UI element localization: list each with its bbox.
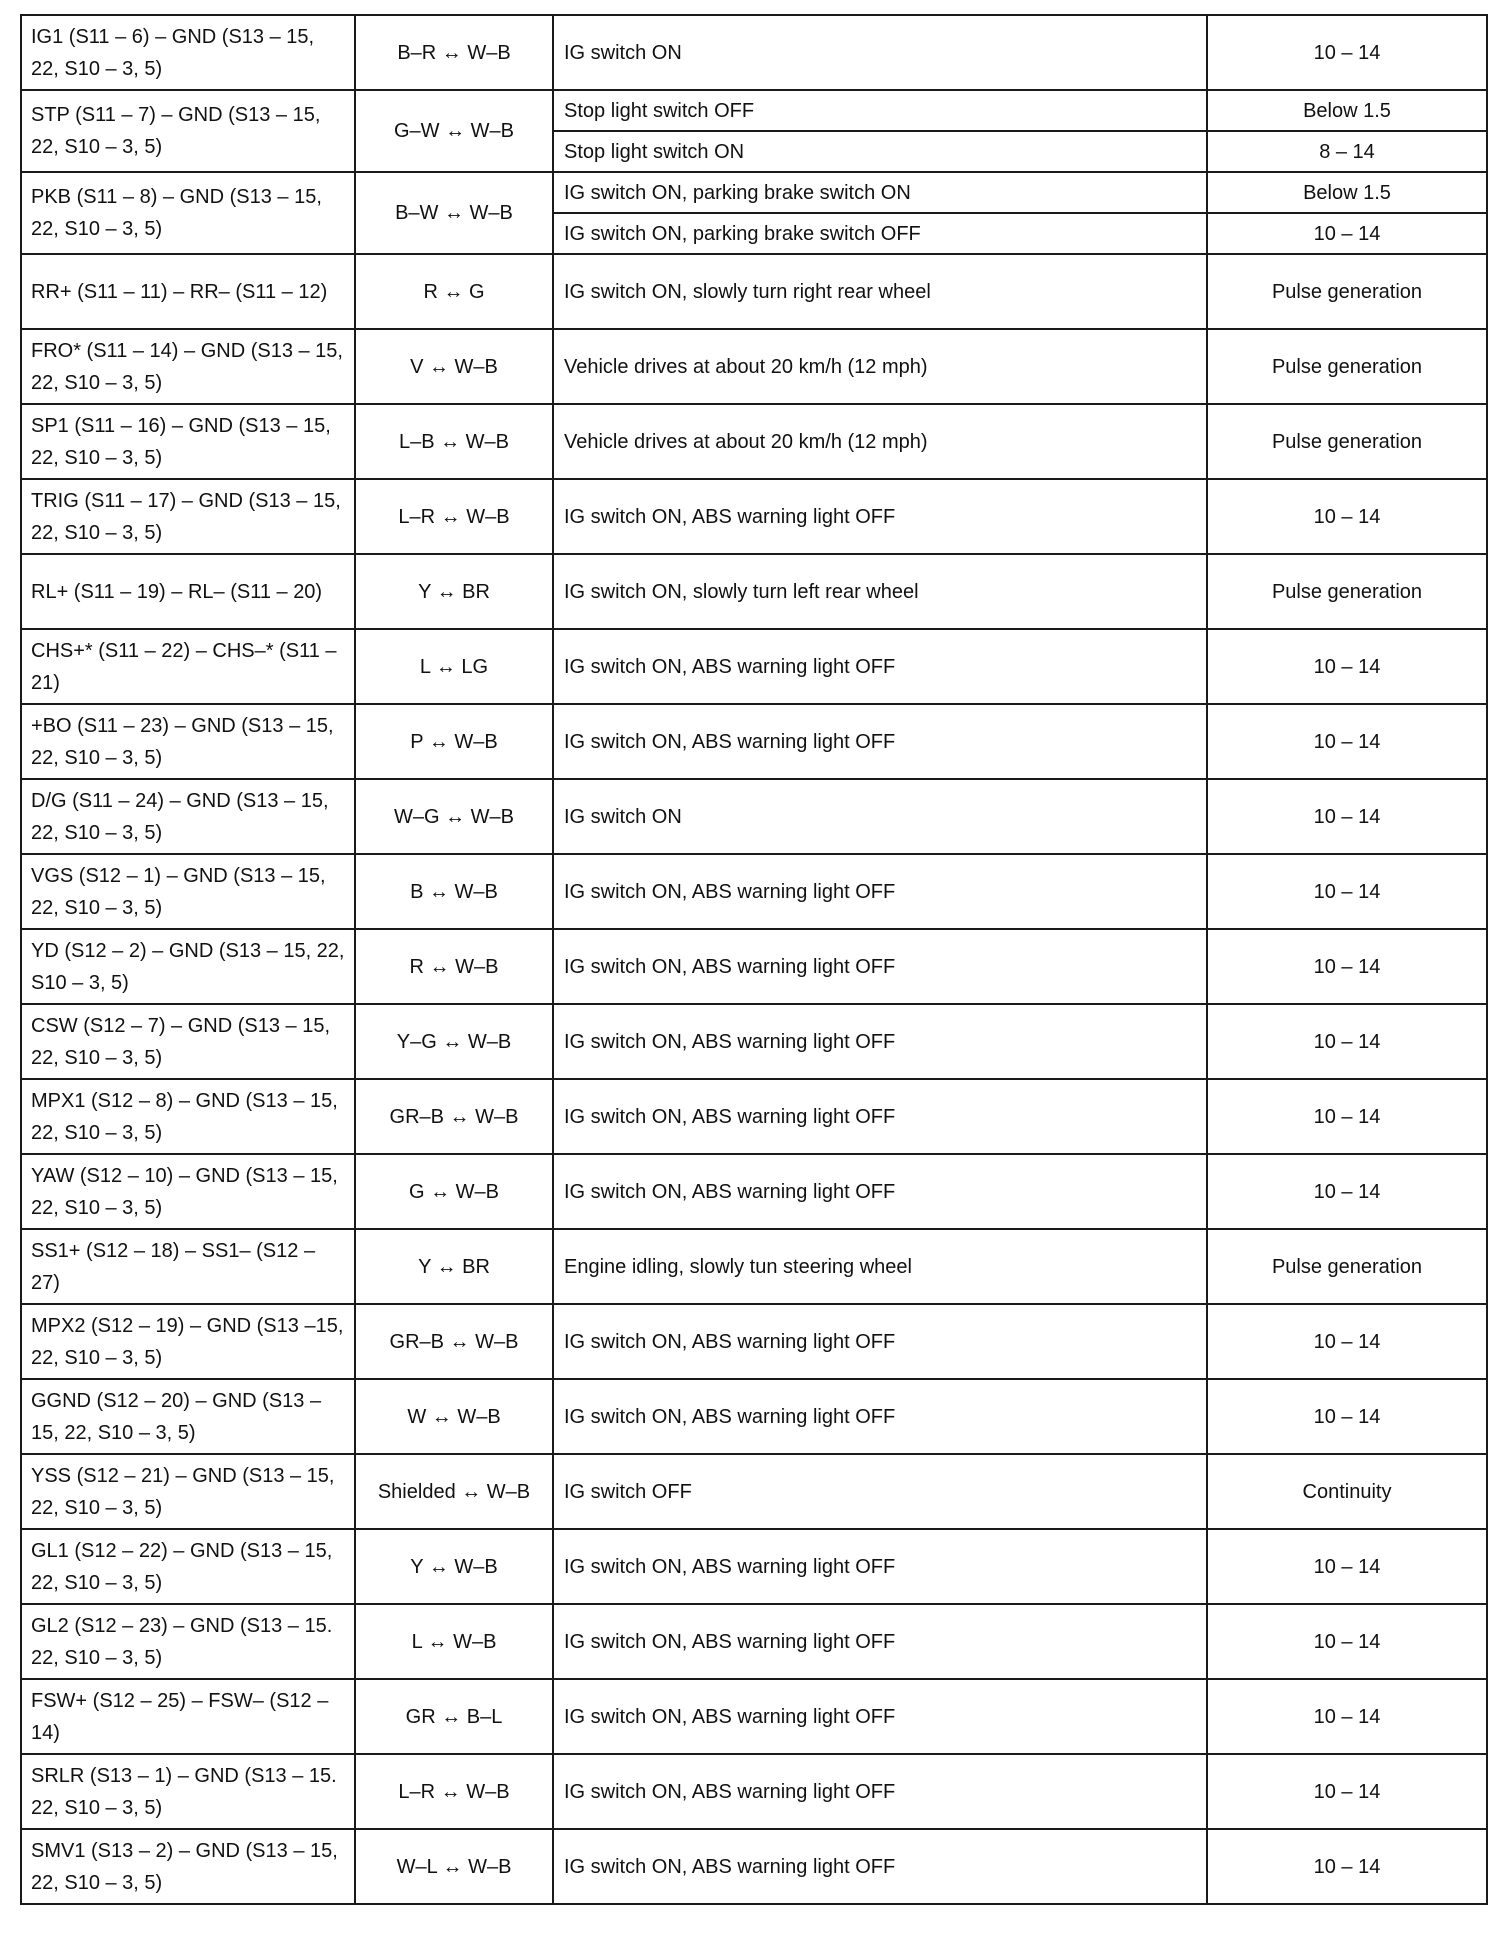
specified-value-cell: 10 – 14 [1207, 1154, 1487, 1229]
wiring-color-cell: Y ↔ BR [355, 554, 553, 629]
specified-value-cell: 10 – 14 [1207, 629, 1487, 704]
terminal-cell: D/G (S11 – 24) – GND (S13 – 15, 22, S10 – 3, 5) [21, 779, 355, 854]
terminal-cell: TRIG (S11 – 17) – GND (S13 – 15, 22, S10 – 3, 5) [21, 479, 355, 554]
condition-cell: IG switch ON, ABS warning light OFF [553, 929, 1207, 1004]
condition-cell: IG switch ON, ABS warning light OFF [553, 1154, 1207, 1229]
table-row [21, 1529, 1487, 1604]
specified-value-cell: 10 – 14 [1207, 1679, 1487, 1754]
condition-cell: IG switch ON, ABS warning light OFF [553, 1754, 1207, 1829]
terminal-cell: CHS+* (S11 – 22) – CHS–* (S11 – 21) [21, 629, 355, 704]
table-row [21, 329, 1487, 404]
specified-value-cell: Pulse generation [1207, 554, 1487, 629]
wiring-color-cell: L ↔ LG [355, 629, 553, 704]
terminal-cell: STP (S11 – 7) – GND (S13 – 15, 22, S10 – 3, 5) [21, 90, 355, 172]
specified-value-cell: 10 – 14 [1207, 1079, 1487, 1154]
table-row [21, 704, 1487, 779]
terminal-cell: FRO* (S11 – 14) – GND (S13 – 15, 22, S10 – 3, 5) [21, 329, 355, 404]
table-row [21, 1679, 1487, 1754]
wiring-color-cell: B ↔ W–B [355, 854, 553, 929]
terminal-cell: FSW+ (S12 – 25) – FSW– (S12 – 14) [21, 1679, 355, 1754]
condition-cell: Vehicle drives at about 20 km/h (12 mph) [553, 329, 1207, 404]
wiring-color-cell: W–L ↔ W–B [355, 1829, 553, 1904]
wiring-color-cell: B–R ↔ W–B [355, 15, 553, 90]
table-row [21, 554, 1487, 629]
condition-cell: IG switch ON, ABS warning light OFF [553, 1604, 1207, 1679]
terminal-cell: SS1+ (S12 – 18) – SS1– (S12 – 27) [21, 1229, 355, 1304]
specified-value-cell: 10 – 14 [1207, 1304, 1487, 1379]
wiring-color-cell: W–G ↔ W–B [355, 779, 553, 854]
wiring-color-cell: L–B ↔ W–B [355, 404, 553, 479]
specified-value-cell: 10 – 14 [1207, 704, 1487, 779]
condition-cell: IG switch ON, slowly turn right rear wheel [553, 254, 1207, 329]
condition-cell: Stop light switch ON [553, 131, 1207, 172]
specified-value-cell: 10 – 14 [1207, 854, 1487, 929]
table-row [21, 779, 1487, 854]
wiring-color-cell: Y ↔ W–B [355, 1529, 553, 1604]
condition-cell: IG switch OFF [553, 1454, 1207, 1529]
table-row [21, 1379, 1487, 1454]
condition-cell: IG switch ON, ABS warning light OFF [553, 1679, 1207, 1754]
condition-cell: IG switch ON, ABS warning light OFF [553, 704, 1207, 779]
table-row [21, 1079, 1487, 1154]
wiring-color-cell: Y ↔ BR [355, 1229, 553, 1304]
condition-cell: IG switch ON, parking brake switch ON [553, 172, 1207, 213]
wiring-color-cell: B–W ↔ W–B [355, 172, 553, 254]
condition-cell: IG switch ON, ABS warning light OFF [553, 1379, 1207, 1454]
specified-value-cell: 10 – 14 [1207, 929, 1487, 1004]
terminal-cell: CSW (S12 – 7) – GND (S13 – 15, 22, S10 – 3, 5) [21, 1004, 355, 1079]
wiring-color-cell: GR–B ↔ W–B [355, 1304, 553, 1379]
condition-cell: IG switch ON [553, 15, 1207, 90]
table-row [21, 15, 1487, 90]
specified-value-cell: 10 – 14 [1207, 1754, 1487, 1829]
terminal-cell: YD (S12 – 2) – GND (S13 – 15, 22, S10 – 3, 5) [21, 929, 355, 1004]
terminal-cell: SP1 (S11 – 16) – GND (S13 – 15, 22, S10 – 3, 5) [21, 404, 355, 479]
condition-cell: IG switch ON, ABS warning light OFF [553, 1079, 1207, 1154]
terminal-cell: VGS (S12 – 1) – GND (S13 – 15, 22, S10 – 3, 5) [21, 854, 355, 929]
terminal-cell: PKB (S11 – 8) – GND (S13 – 15, 22, S10 – 3, 5) [21, 172, 355, 254]
table-row [21, 1154, 1487, 1229]
condition-cell: Stop light switch OFF [553, 90, 1207, 131]
specified-value-cell: Pulse generation [1207, 329, 1487, 404]
wiring-color-cell: GR–B ↔ W–B [355, 1079, 553, 1154]
terminal-cell: RR+ (S11 – 11) – RR– (S11 – 12) [21, 254, 355, 329]
specified-value-cell: 10 – 14 [1207, 1604, 1487, 1679]
terminal-cell: GL2 (S12 – 23) – GND (S13 – 15. 22, S10 – 3, 5) [21, 1604, 355, 1679]
specified-value-cell: Pulse generation [1207, 404, 1487, 479]
specified-value-cell: 10 – 14 [1207, 1379, 1487, 1454]
condition-cell: Engine idling, slowly tun steering wheel [553, 1229, 1207, 1304]
table-row [21, 479, 1487, 554]
condition-cell: Vehicle drives at about 20 km/h (12 mph) [553, 404, 1207, 479]
table-body [21, 15, 1487, 1904]
wiring-color-cell: L ↔ W–B [355, 1604, 553, 1679]
condition-cell: IG switch ON, slowly turn left rear wheel [553, 554, 1207, 629]
table-row [21, 629, 1487, 704]
wiring-color-cell: V ↔ W–B [355, 329, 553, 404]
specified-value-cell: 8 – 14 [1207, 131, 1487, 172]
table-row [21, 1754, 1487, 1829]
terminal-cell: SMV1 (S13 – 2) – GND (S13 – 15, 22, S10 – 3, 5) [21, 1829, 355, 1904]
specified-value-cell: 10 – 14 [1207, 779, 1487, 854]
terminal-cell: SRLR (S13 – 1) – GND (S13 – 15. 22, S10 – 3, 5) [21, 1754, 355, 1829]
table-row [21, 929, 1487, 1004]
specified-value-cell: 10 – 14 [1207, 213, 1487, 254]
wiring-color-cell: L–R ↔ W–B [355, 1754, 553, 1829]
table-row [21, 404, 1487, 479]
wiring-color-cell: L–R ↔ W–B [355, 479, 553, 554]
wiring-color-cell: R ↔ W–B [355, 929, 553, 1004]
wiring-color-cell: G–W ↔ W–B [355, 90, 553, 172]
table-row [21, 254, 1487, 329]
table-row [21, 1454, 1487, 1529]
specified-value-cell: Pulse generation [1207, 1229, 1487, 1304]
table-row [21, 1604, 1487, 1679]
condition-cell: IG switch ON, ABS warning light OFF [553, 1304, 1207, 1379]
specified-value-cell: Below 1.5 [1207, 172, 1487, 213]
terminal-cell: MPX2 (S12 – 19) – GND (S13 –15, 22, S10 – 3, 5) [21, 1304, 355, 1379]
condition-cell: IG switch ON, parking brake switch OFF [553, 213, 1207, 254]
terminal-cell: IG1 (S11 – 6) – GND (S13 – 15, 22, S10 – 3, 5) [21, 15, 355, 90]
wiring-color-cell: GR ↔ B–L [355, 1679, 553, 1754]
terminal-cell: YSS (S12 – 21) – GND (S13 – 15, 22, S10 – 3, 5) [21, 1454, 355, 1529]
wiring-color-cell: G ↔ W–B [355, 1154, 553, 1229]
wiring-color-cell: P ↔ W–B [355, 704, 553, 779]
terminal-spec-table-container [20, 14, 1488, 1905]
terminal-cell: MPX1 (S12 – 8) – GND (S13 – 15, 22, S10 – 3, 5) [21, 1079, 355, 1154]
condition-cell: IG switch ON, ABS warning light OFF [553, 854, 1207, 929]
condition-cell: IG switch ON, ABS warning light OFF [553, 629, 1207, 704]
specified-value-cell: 10 – 14 [1207, 1004, 1487, 1079]
specified-value-cell: 10 – 14 [1207, 15, 1487, 90]
specified-value-cell: 10 – 14 [1207, 1829, 1487, 1904]
terminal-cell: GL1 (S12 – 22) – GND (S13 – 15, 22, S10 – 3, 5) [21, 1529, 355, 1604]
table-row [21, 854, 1487, 929]
table-row [21, 1229, 1487, 1304]
terminal-cell: RL+ (S11 – 19) – RL– (S11 – 20) [21, 554, 355, 629]
table-row [21, 1304, 1487, 1379]
condition-cell: IG switch ON, ABS warning light OFF [553, 1004, 1207, 1079]
condition-cell: IG switch ON, ABS warning light OFF [553, 1529, 1207, 1604]
wiring-color-cell: Y–G ↔ W–B [355, 1004, 553, 1079]
table-row [21, 1829, 1487, 1904]
specified-value-cell: 10 – 14 [1207, 479, 1487, 554]
condition-cell: IG switch ON [553, 779, 1207, 854]
specified-value-cell: 10 – 14 [1207, 1529, 1487, 1604]
table-row [21, 172, 1487, 213]
specified-value-cell: Pulse generation [1207, 254, 1487, 329]
terminal-cell: YAW (S12 – 10) – GND (S13 – 15, 22, S10 – 3, 5) [21, 1154, 355, 1229]
wiring-color-cell: Shielded ↔ W–B [355, 1454, 553, 1529]
terminal-cell: +BO (S11 – 23) – GND (S13 – 15, 22, S10 – 3, 5) [21, 704, 355, 779]
terminal-cell: GGND (S12 – 20) – GND (S13 – 15, 22, S10 – 3, 5) [21, 1379, 355, 1454]
table-row [21, 90, 1487, 131]
specified-value-cell: Below 1.5 [1207, 90, 1487, 131]
wiring-color-cell: R ↔ G [355, 254, 553, 329]
condition-cell: IG switch ON, ABS warning light OFF [553, 1829, 1207, 1904]
wiring-color-cell: W ↔ W–B [355, 1379, 553, 1454]
table-row [21, 1004, 1487, 1079]
terminal-spec-table [20, 14, 1488, 1905]
condition-cell: IG switch ON, ABS warning light OFF [553, 479, 1207, 554]
specified-value-cell: Continuity [1207, 1454, 1487, 1529]
